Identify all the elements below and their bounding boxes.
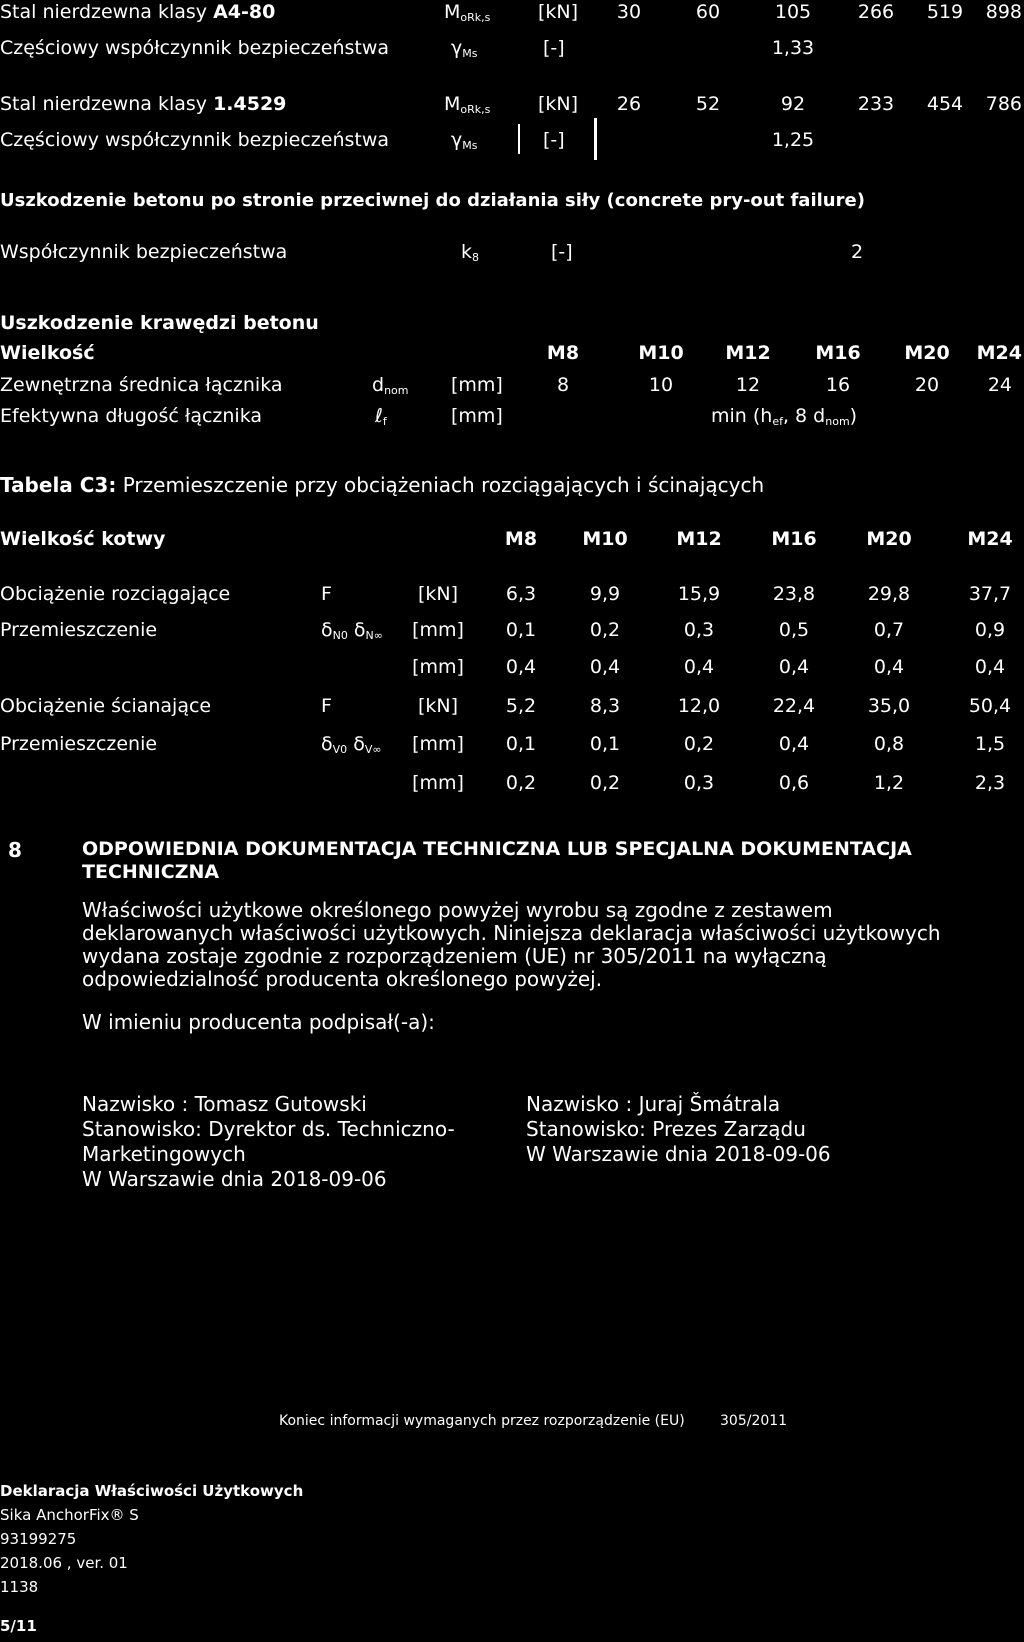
page-number: 5/11	[0, 1617, 37, 1635]
unit: [mm]	[451, 405, 503, 427]
value: 1,33	[771, 37, 815, 59]
cell: 0,3	[683, 619, 715, 641]
value-m16: 266	[857, 1, 895, 23]
size-m20: M20	[904, 342, 950, 364]
column-divider	[518, 124, 520, 154]
symbol: $\gamma_{Ms}$	[451, 129, 478, 152]
symbol: F	[321, 583, 332, 605]
cell: 29,8	[867, 583, 911, 605]
section-heading: ODPOWIEDNIA DOKUMENTACJA TECHNICZNA LUB SPECJALNA DOKUMENTACJA TECHNICZNA	[82, 838, 912, 883]
size-m12: M12	[725, 342, 771, 364]
size-m24: M24	[976, 342, 1022, 364]
cell: 50,4	[968, 695, 1012, 717]
cell: 35,0	[867, 695, 911, 717]
section-heading: Uszkodzenie krawędzi betonu	[0, 312, 319, 334]
cell: 37,7	[968, 583, 1012, 605]
row-label: Obciążenie rozciągające	[0, 583, 231, 605]
size-m10: M10	[638, 342, 684, 364]
unit: [kN]	[417, 583, 459, 605]
value-m20: 454	[926, 93, 964, 115]
signatory-name: Nazwisko : Juraj Šmátrala	[526, 1092, 781, 1116]
cell: 0,4	[683, 656, 715, 678]
size-m8: M8	[504, 528, 538, 550]
cell: 0,4	[505, 656, 537, 678]
cell: 0,2	[505, 772, 537, 794]
unit: [mm]	[412, 656, 464, 678]
symbol: $\gamma_{Ms}$	[451, 37, 478, 60]
end-note-regulation: 305/2011	[720, 1413, 788, 1429]
row-label: Stal nierdzewna klasy	[0, 1, 214, 23]
column-divider	[594, 118, 597, 160]
value-m16: 233	[857, 93, 895, 115]
symbol: F	[321, 695, 332, 717]
cell: 0,2	[683, 733, 715, 755]
value-m12: 12	[735, 374, 761, 396]
unit: [mm]	[451, 374, 503, 396]
signed-line: W imieniu producenta podpisał(-a):	[82, 1010, 435, 1034]
cell: 15,9	[677, 583, 721, 605]
cell: 0,3	[683, 772, 715, 794]
cell: 0,8	[873, 733, 905, 755]
section-heading: Uszkodzenie betonu po stronie przeciwnej do działania siły (concrete pry-out failure)	[0, 190, 865, 211]
signatory-name: Nazwisko : Tomasz Gutowski	[82, 1092, 367, 1116]
value-m10: 10	[648, 374, 674, 396]
cell: 0,1	[589, 733, 621, 755]
size-m10: M10	[582, 528, 628, 550]
cell: 1,5	[974, 733, 1006, 755]
row-label: Przemieszczenie	[0, 619, 158, 641]
cell: 1,2	[873, 772, 905, 794]
cell: 2,3	[974, 772, 1006, 794]
cell: 0,9	[974, 619, 1006, 641]
size-label: Wielkość	[0, 342, 95, 364]
unit: [mm]	[412, 772, 464, 794]
signatory-position: Stanowisko: Prezes Zarządu	[526, 1117, 806, 1141]
cell: 0,1	[505, 733, 537, 755]
cell: 8,3	[589, 695, 621, 717]
row-label: Obciążenie ścianające	[0, 695, 212, 717]
symbol: $M_{oRk,s}$	[444, 93, 491, 116]
footer-product: Sika AnchorFix® S	[0, 1506, 139, 1524]
section-paragraph: Właściwości użytkowe określonego powyżej wyrobu są zgodne z zestawem deklarowanych właściwości użytkowych. Niniejsza deklaracja właściwości użytkowych wydana zostaje zgodnie z rozporządzeniem (UE) nr 305/2011 na wyłączną odpowiedzialność producenta określonego powyżej.	[82, 898, 941, 991]
unit: [-]	[543, 37, 565, 59]
cell: 0,6	[778, 772, 810, 794]
cell: 0,5	[778, 619, 810, 641]
symbol: ℓ$_f$	[375, 405, 387, 428]
value: 2	[850, 241, 864, 263]
value-m24: 898	[985, 1, 1022, 23]
cell: 0,4	[778, 733, 810, 755]
cell: 0,2	[589, 772, 621, 794]
cell: 0,4	[589, 656, 621, 678]
signatory-place-date: W Warszawie dnia 2018-09-06	[82, 1167, 387, 1191]
value-m12: 105	[774, 1, 812, 23]
cell: 0,7	[873, 619, 905, 641]
symbol: $k_8$	[461, 241, 480, 264]
unit: [kN]	[417, 695, 459, 717]
value-m8: 30	[616, 1, 642, 23]
value: 1,25	[771, 129, 815, 151]
footer-title: Deklaracja Właściwości Użytkowych	[0, 1482, 304, 1500]
table-title: Tabela C3: Przemieszczenie przy obciążeniach rozciągających i ścinających	[0, 473, 765, 497]
size-m16: M16	[771, 528, 817, 550]
cell: 0,4	[778, 656, 810, 678]
value-m20: 519	[926, 1, 964, 23]
value-m8: 8	[556, 374, 570, 396]
row-label: Współczynnik bezpieczeństwa	[0, 241, 288, 263]
value-m16: 16	[825, 374, 851, 396]
cell: 0,1	[505, 619, 537, 641]
symbol: $\delta_{V0}$ $\delta_{V\infty}$	[321, 733, 382, 756]
header-label: Wielkość kotwy	[0, 528, 166, 550]
size-m8: M8	[546, 342, 580, 364]
value-m8: 26	[616, 93, 642, 115]
value-m20: 20	[914, 374, 940, 396]
cell: 22,4	[772, 695, 816, 717]
cell: 12,0	[677, 695, 721, 717]
size-m16: M16	[815, 342, 861, 364]
size-m24: M24	[967, 528, 1013, 550]
symbol: $M_{oRk,s}$	[444, 1, 491, 24]
unit: [-]	[543, 129, 565, 151]
signatory-position: Stanowisko: Dyrektor ds. Techniczno-	[82, 1117, 455, 1141]
value-m24: 786	[985, 93, 1022, 115]
row-label: Częściowy współczynnik bezpieczeństwa	[0, 129, 390, 151]
end-note-text: Koniec informacji wymaganych przez rozporządzenie (EU)	[279, 1413, 685, 1429]
unit: [kN]	[538, 93, 579, 115]
symbol: $d_{nom}$	[372, 374, 409, 397]
signatory-place-date: W Warszawie dnia 2018-09-06	[526, 1142, 831, 1166]
unit: [-]	[551, 241, 573, 263]
size-m12: M12	[676, 528, 722, 550]
cell: 9,9	[589, 583, 621, 605]
size-m20: M20	[866, 528, 912, 550]
footer-code: 93199275	[0, 1530, 77, 1548]
row-label: Przemieszczenie	[0, 733, 158, 755]
section-number: 8	[8, 838, 22, 862]
footer-number: 1138	[0, 1578, 39, 1596]
row-label: Częściowy współczynnik bezpieczeństwa	[0, 37, 390, 59]
formula: $\min (h_{ef}$, 8 $d_{nom}$)	[711, 405, 858, 428]
symbol: $\delta_{N0}$ $\delta_{N\infty}$	[321, 619, 383, 642]
row-label: Stal nierdzewna klasy	[0, 93, 214, 115]
cell: 0,4	[974, 656, 1006, 678]
row-label: Zewnętrzna średnica łącznika	[0, 374, 283, 396]
row-label-bold: 1.4529	[213, 93, 287, 115]
unit: [kN]	[538, 1, 579, 23]
value-m10: 52	[695, 93, 721, 115]
value-m10: 60	[695, 1, 721, 23]
cell: 23,8	[772, 583, 816, 605]
cell: 5,2	[505, 695, 537, 717]
signatory-position-cont: Marketingowych	[82, 1142, 246, 1166]
unit: [mm]	[412, 619, 464, 641]
unit: [mm]	[412, 733, 464, 755]
cell: 6,3	[505, 583, 537, 605]
row-label-bold: A4-80	[213, 1, 276, 23]
value-m12: 92	[780, 93, 806, 115]
cell: 0,4	[873, 656, 905, 678]
footer-version: 2018.06 , ver. 01	[0, 1554, 128, 1572]
value-m24: 24	[987, 374, 1012, 396]
row-label: Efektywna długość łącznika	[0, 405, 263, 427]
cell: 0,2	[589, 619, 621, 641]
